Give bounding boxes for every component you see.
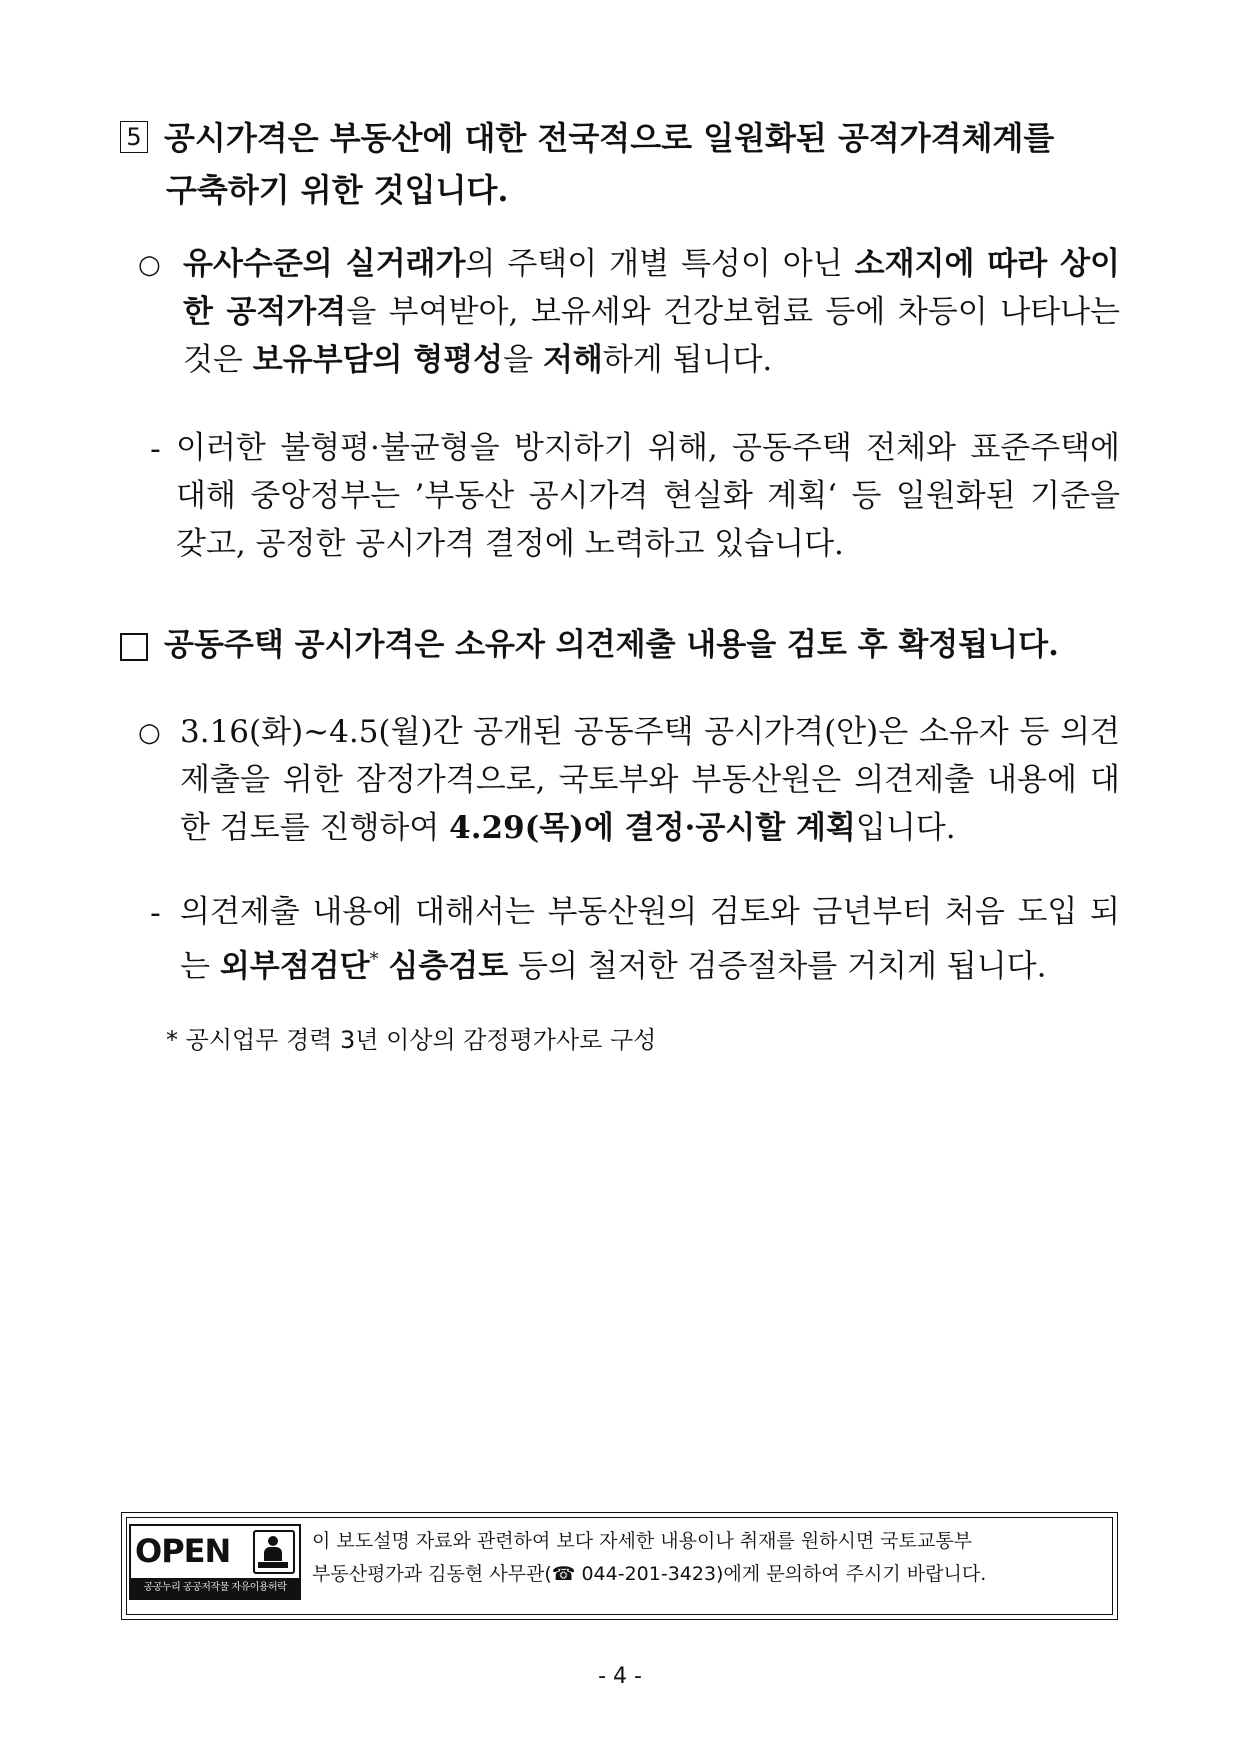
bullet2-segment: 4.29(목)에 결정·공시할 계획 <box>449 810 856 846</box>
bullet-circle-2: ○ <box>138 718 161 748</box>
bullet-2-text <box>180 708 1120 852</box>
section-2-heading: 공동주택 공시가격은 소유자 의견제출 내용을 검토 후 확정됩니다. <box>164 627 1059 663</box>
section-5-line2: 구축하기 위한 것입니다. <box>166 171 509 209</box>
dash-2-bold-external: 외부점검단 <box>219 948 370 985</box>
bullet1-segment: 의 주택이 개별 특성이 아닌 <box>465 246 855 282</box>
kogl-open-logo <box>129 1524 301 1600</box>
contact-line-1: 이 보도설명 자료와 관련하여 보다 자세한 내용이나 취재를 원하시면 국토교통부 <box>312 1530 973 1552</box>
bullet1-segment: 보유부담의 형평성 <box>252 342 504 378</box>
footnote: * 공시업무 경력 3년 이상의 감정평가사로 구성 <box>166 1026 657 1054</box>
attribution-person-icon <box>253 1530 295 1574</box>
dash-mark-1: - <box>150 432 161 467</box>
dash-2-text <box>180 888 1120 990</box>
bullet1-segment: 을 부여받아, 보유세와 건강보험료 등에 차등이 나타나는 것은 <box>183 294 1120 378</box>
logo-caption: 공공누리 공공저작물 자유이용허락 <box>131 1578 299 1598</box>
bullet-circle-1: ○ <box>138 250 161 280</box>
bullet1-segment: 을 <box>503 342 543 378</box>
bullet1-segment: 저해 <box>542 342 603 378</box>
bullet-1-text <box>183 240 1120 384</box>
section-5-line1: 공시가격은 부동산에 대한 전국적으로 일원화된 공적가격체계를 <box>164 119 1055 157</box>
dash-2-pre: 의견제출 내용에 대해서는 부동산원의 검토와 금년부터 처음 도입 되는 <box>180 894 1120 985</box>
bullet1-segment: 소재지에 따라 상이한 공적가격 <box>183 246 1120 330</box>
bullet2-segment: 3.16(화)~4.5(월)간 공개된 공동주택 공시가격(안)은 소유자 등 의견 제출을 위한 잠정가격으로, 국토부와 부동산원은 의견제출 내용에 대한 검토를 진행하여 <box>180 714 1120 846</box>
footnote-marker: * <box>369 949 379 970</box>
phone-icon: ☎ <box>551 1563 576 1585</box>
open-logo-text: OPEN <box>135 1532 231 1570</box>
bullet1-segment: 유사수준의 실거래가 <box>183 246 466 282</box>
dash-mark-2: - <box>150 896 161 931</box>
dash-2-mid <box>379 948 389 984</box>
bullet2-segment: 입니다. <box>855 810 956 846</box>
dash-1-text: 이러한 불형평·불균형을 방지하기 위해, 공동주택 전체와 표준주택에 대해 중앙정부는 ’부동산 공시가격 현실화 계획‘ 등 일원화된 기준을 갖고, 공정한 공시가격 결정에 노력하고 있습니다. <box>176 430 1120 562</box>
contact-line-2: 부동산평가과 김동현 사무관(☎ 044-201-3423)에게 문의하여 주시기 바랍니다. <box>312 1563 987 1585</box>
dash-2-bold-review: 심층검토 <box>388 948 509 985</box>
checkbox-square-icon <box>120 633 148 661</box>
contact-footer-box <box>121 1512 1118 1620</box>
section-5-heading <box>120 112 1120 216</box>
contact-footer-text <box>312 1525 1111 1591</box>
section-number-box: 5 <box>120 121 148 153</box>
bullet1-segment: 하게 됩니다. <box>602 342 773 378</box>
dash-2-post: 등의 철저한 검증절차를 거치게 됩니다. <box>508 948 1047 985</box>
page-number: - 4 - <box>598 1664 642 1689</box>
